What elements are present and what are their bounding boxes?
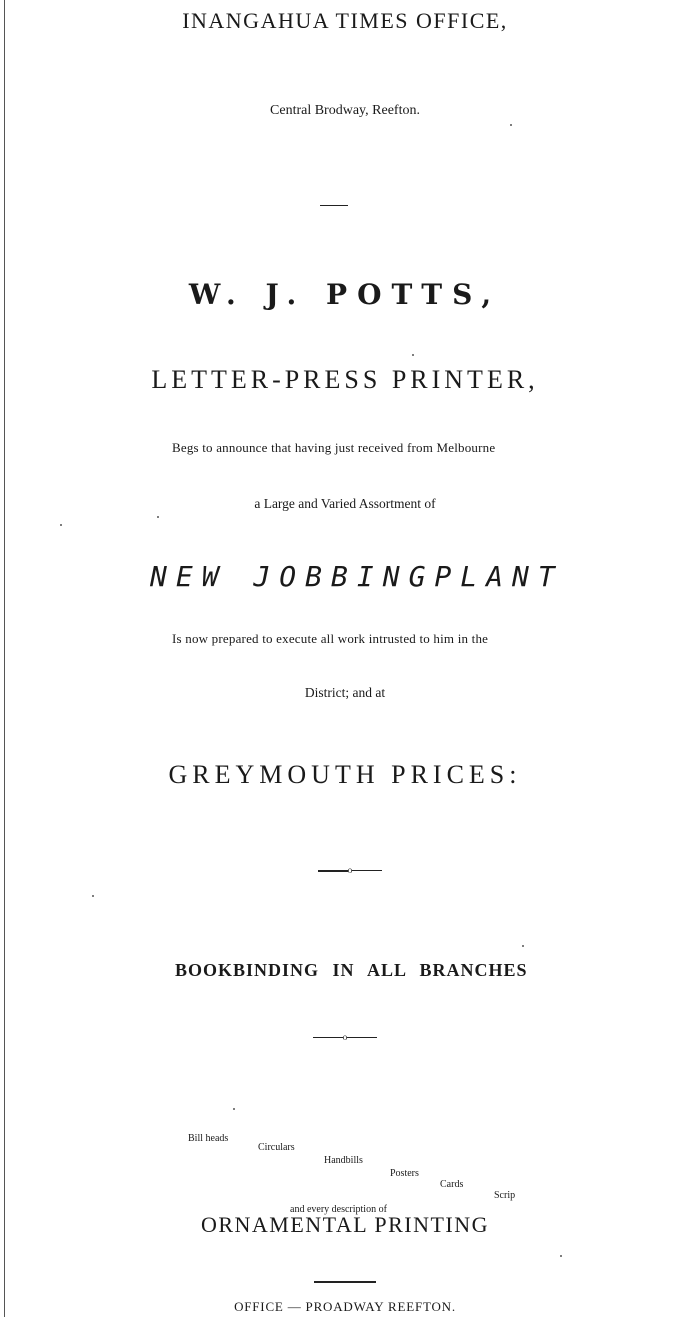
prepared-line-1: Is now prepared to execute all work intrusted to him in the [172,631,489,646]
page-edge-line [4,0,5,1317]
every-description-text: and every description of [290,1204,387,1215]
divider-mark: o [347,865,353,875]
item-scrip: Scrip [494,1190,516,1201]
ornamental-divider-3 [310,1277,380,1286]
proprietor-name: W. J. POTTS, [188,278,502,311]
ornamental-divider-2 [310,1033,380,1042]
prepared-line-2: District; and at [304,685,386,700]
announcement-line-2: a Large and Varied Assortment of [254,496,436,511]
plant-heading: NEW JOBBINGPLANT [150,560,564,593]
bookbinding-heading: BOOKBINDING IN ALL BRANCHES [175,960,528,980]
office-footer: OFFICE — PROADWAY REEFTON. [234,1299,456,1314]
item-handbills: Handbills [324,1155,363,1166]
office-address: Central Brodway, Reefton. [270,103,420,118]
ornamental-divider-1 [310,866,390,875]
prices-heading: GREYMOUTH PRICES: [168,760,522,789]
trade-heading: LETTER-PRESS PRINTER, [151,365,539,394]
item-cards: Cards [440,1179,464,1190]
item-circulars: Circulars [258,1142,295,1153]
ornamental-heading: ORNAMENTAL PRINTING [200,1212,490,1237]
divider-mark: o [342,1032,348,1042]
masthead-title: INANGAHUA TIMES OFFICE, [182,8,508,33]
announcement-line-1: Begs to announce that having just received from Melbourne [172,440,496,455]
item-posters: Posters [390,1168,419,1179]
item-bill-heads: Bill heads [188,1133,229,1144]
short-rule [320,205,348,206]
